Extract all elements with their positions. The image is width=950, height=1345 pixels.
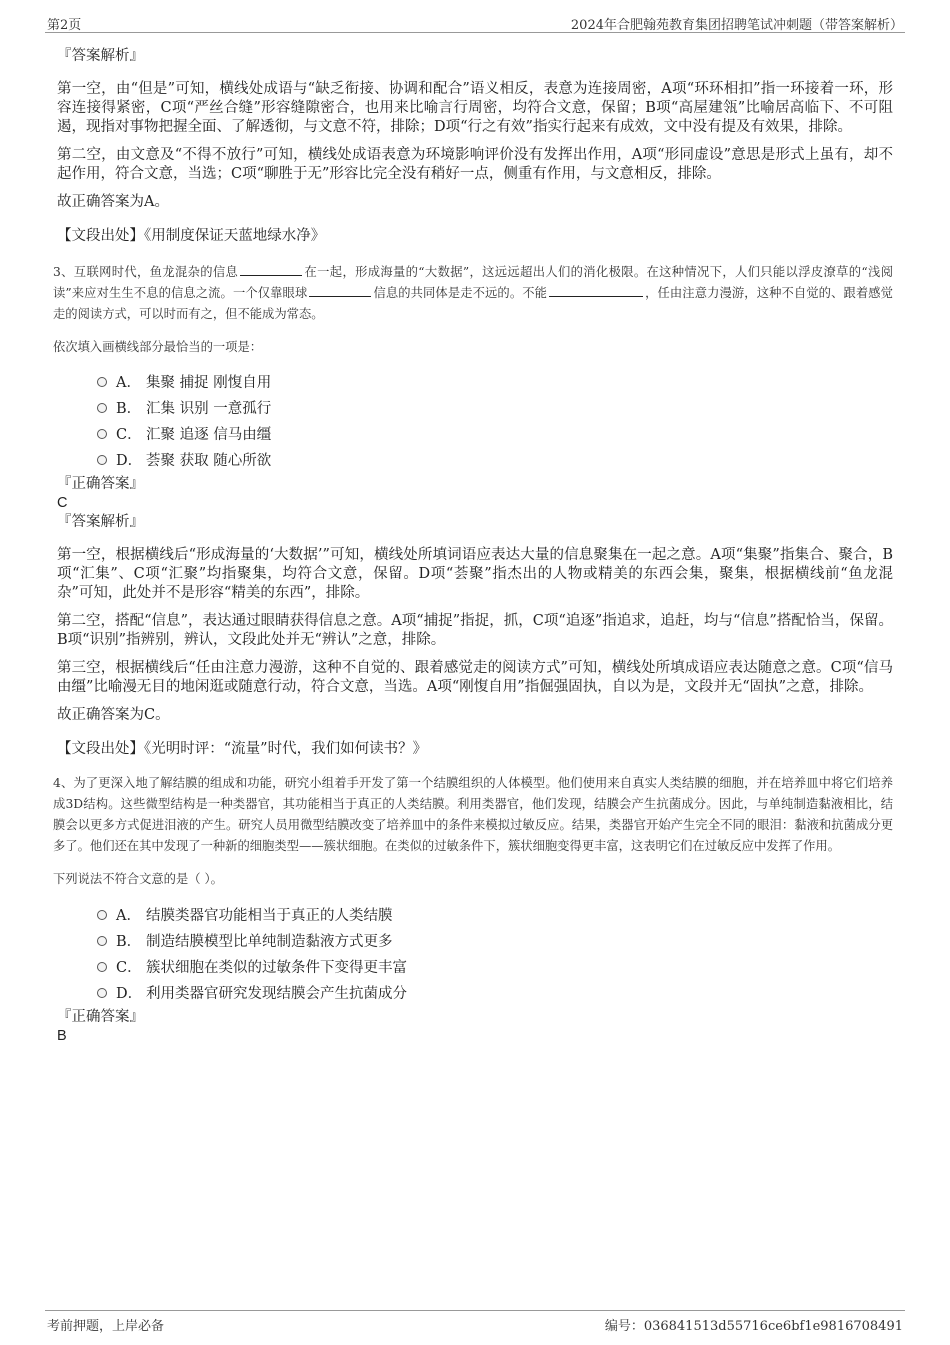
page-content	[53, 46, 893, 1045]
footer-slogan: 考前押题，上岸必备	[47, 1319, 165, 1334]
q3-stem: 3、互联网时代，鱼龙混杂的信息 在一起，形成海量的“大数据”，这远远超出人们的消化极限。在这种情况下，人们只能以浮皮潦草的“浅阅读”来应对生生不息的信息之流。一个仅靠眼球 信息的共同体是走不远的。不能 ，任由注意力漫游，这种不自觉的、跟着感觉走的阅读方式，可以时而有之，但不能成为常态。	[53, 265, 893, 321]
q4-option-a[interactable]: A． 结膜类器官功能相当于真正的人类结膜	[97, 903, 893, 929]
q3-blank-1	[240, 263, 302, 276]
q2-analysis-label: 『答案解析』	[57, 48, 144, 64]
q2-analysis-para-1: 第一空，由“但是”可知，横线处成语与“缺乏衔接、协调和配合”语义相反，表意为连接周密，A项“环环相扣”指一环接着一环，形容连接得紧密，C项“严丝合缝”形容缝隙密合，也用来比喻言行周密，均符合文意，保留；B项“高屋建瓴”比喻居高临下、不可阻遏，现指对事物把握全面、了解透彻，与文意不符，排除；D项“行之有效”指实行起来有成效，文中没有提及有效果，排除。	[57, 81, 893, 135]
radio-icon[interactable]	[97, 962, 107, 972]
radio-icon[interactable]	[97, 377, 107, 387]
q3-analysis-para-3: 第三空，根据横线后“任由注意力漫游，这种不自觉的、跟着感觉走的阅读方式”可知，横线处所填成语应表达随意之意。C项“信马由缰”比喻漫无目的地闲逛或随意行动，符合文意，当选。A项“刚愎自用”指倔强固执，自以为是，文段并无“固执”之意，排除。	[57, 660, 893, 695]
q3-prompt: 依次填入画横线部分最恰当的一项是：	[53, 340, 263, 354]
q4-prompt: 下列说法不符合文意的是（ ）。	[53, 872, 223, 886]
q4-option-d[interactable]: D． 利用类器官研究发现结膜会产生抗菌成分	[97, 981, 893, 1007]
q3-option-a[interactable]: A． 集聚 捕捉 刚愎自用	[97, 370, 893, 396]
q3-answer: C	[57, 495, 68, 511]
page-header	[45, 10, 905, 33]
q2-conclusion: 故正确答案为A。	[57, 194, 169, 210]
q3-analysis-para-2: 第二空，搭配“信息”，表达通过眼睛获得信息之意。A项“捕捉”指捉，抓，C项“追逐”指追求，追赶，均与“信息”搭配恰当，保留。B项“识别”指辨别，辨认，文段此处并无“辨认”之意，排除。	[57, 613, 893, 648]
q3-blank-2	[309, 284, 371, 297]
q3-analysis-label: 『答案解析』	[57, 514, 144, 530]
q4-answer-label: 『正确答案』	[57, 1009, 144, 1025]
q3-source: 【文段出处】《光明时评：“流量”时代，我们如何读书？》	[57, 741, 428, 757]
q3-options	[97, 370, 893, 474]
q4-option-c[interactable]: C． 簇状细胞在类似的过敏条件下变得更丰富	[97, 955, 893, 981]
page-footer	[45, 1310, 905, 1337]
q3-analysis-para-1: 第一空，根据横线后“形成海量的‘大数据’”可知，横线处所填词语应表达大量的信息聚集在一起之意。A项“集聚”指集合、聚合，B项“汇集”、C项“汇聚”均指聚集，均符合文意，保留。D项“荟聚”指杰出的人物或精美的东西会集，聚集，根据横线前“鱼龙混杂”可知，此处并不是形容“精美的东西”，排除。	[57, 547, 893, 601]
q3-option-d[interactable]: D． 荟聚 获取 随心所欲	[97, 448, 893, 474]
q3-option-c[interactable]: C． 汇聚 追逐 信马由缰	[97, 422, 893, 448]
q4-option-b[interactable]: B． 制造结膜模型比单纯制造黏液方式更多	[97, 929, 893, 955]
q3-conclusion: 故正确答案为C。	[57, 707, 170, 723]
radio-icon[interactable]	[97, 429, 107, 439]
radio-icon[interactable]	[97, 910, 107, 920]
radio-icon[interactable]	[97, 936, 107, 946]
radio-icon[interactable]	[97, 988, 107, 998]
radio-icon[interactable]	[97, 403, 107, 413]
q2-source: 【文段出处】《用制度保证天蓝地绿水净》	[57, 228, 326, 244]
q4-options	[97, 903, 893, 1007]
q2-analysis-para-2: 第二空，由文意及“不得不放行”可知，横线处成语表意为环境影响评价没有发挥出作用，A项“形同虚设”意思是形式上虽有，却不起作用，符合文意，当选；C项“聊胜于无”形容比完全没有稍好一点，侧重有作用，与文意相反，排除。	[57, 147, 893, 182]
page-number: 第2页	[47, 18, 82, 33]
document-title: 2024年合肥翰苑教育集团招聘笔试冲刺题（带答案解析）	[570, 18, 903, 33]
q3-answer-label: 『正确答案』	[57, 476, 144, 492]
q3-blank-3	[549, 284, 643, 297]
q4-stem: 4、为了更深入地了解结膜的组成和功能，研究小组着手开发了第一个结膜组织的人体模型。他们使用来自真实人类结膜的细胞，并在培养皿中将它们培养成3D结构。这些微型结构是一种类器官，其功能相当于真正的人类结膜。利用类器官，他们发现，结膜会产生抗菌成分。因此，与单纯制造黏液相比，结膜会以更多方式促进泪液的产生。研究人员用微型结膜改变了培养皿中的条件来模拟过敏反应。结果，类器官开始产生完全不同的眼泪：黏液和抗菌成分更多了。他们还在其中发现了一种新的细胞类型——簇状细胞。在类似的过敏条件下，簇状细胞变得更丰富，这表明它们在过敏反应中发挥了作用。	[53, 776, 893, 853]
q4-answer: B	[57, 1028, 67, 1044]
q3-option-b[interactable]: B． 汇集 识别 一意孤行	[97, 396, 893, 422]
document-code: 编号：036841513d55716ce6bf1e9816708491	[604, 1319, 903, 1334]
radio-icon[interactable]	[97, 455, 107, 465]
